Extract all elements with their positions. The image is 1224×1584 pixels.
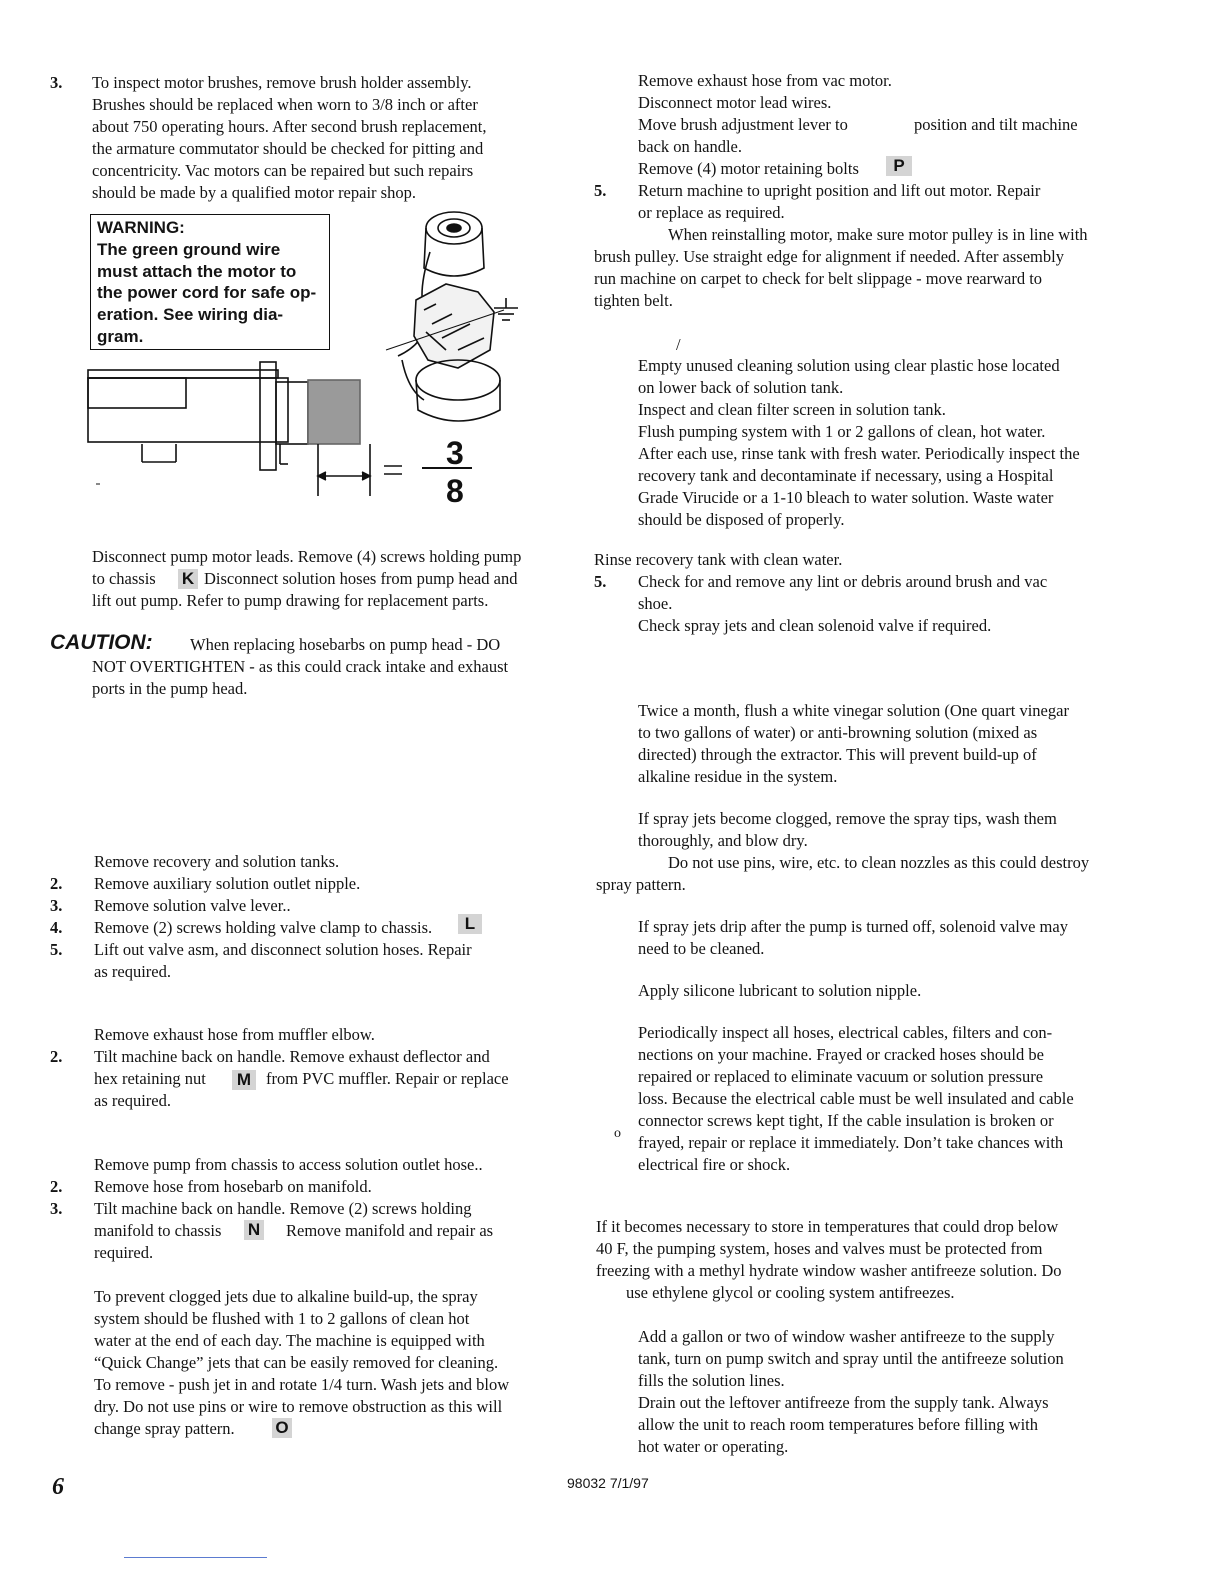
text-line: tank, turn on pump switch and spray until the antifreeze solution [638, 1349, 1064, 1368]
warning-title: WARNING: [97, 218, 185, 237]
text-line: should be made by a qualified motor repair shop. [92, 183, 416, 202]
footer-rule [124, 1557, 267, 1558]
step-text: shoe. [638, 594, 673, 613]
rinse-line: Rinse recovery tank with clean water. [594, 550, 843, 569]
text-line: Periodically inspect all hoses, electrical cables, filters and con- [638, 1023, 1053, 1042]
text-line: brush pulley. Use straight edge for alignment if needed. After assembly [594, 247, 1064, 266]
step-text: Remove (4) motor retaining bolts [638, 159, 859, 178]
text-line: Apply silicone lubricant to solution nipple. [638, 981, 922, 1000]
step-number: 3. [50, 73, 63, 92]
text-line: dry. Do not use pins or wire to remove obstruction as this will [94, 1397, 503, 1416]
text-line: on lower back of solution tank. [638, 378, 844, 397]
text-line: lift out pump. Refer to pump drawing for replacement parts. [92, 591, 489, 610]
step-number: 5. [594, 572, 607, 591]
text-line: connector screws kept tight, If the cable insulation is broken or [638, 1111, 1054, 1130]
step-text: Remove hose from hosebarb on manifold. [94, 1177, 372, 1196]
text-line: directed) through the extractor. This will prevent build-up of [638, 745, 1037, 764]
text-line: repaired or replaced to eliminate vacuum or solution pressure [638, 1067, 1044, 1086]
step-text: manifold to chassis [94, 1221, 222, 1240]
text-line: run machine on carpet to check for belt slippage - move rearward to [594, 269, 1043, 288]
motor-brush-diagram [86, 200, 536, 510]
text-line: To prevent clogged jets due to alkaline build-up, the spray [94, 1287, 478, 1306]
document-code: 98032 7/1/97 [567, 1475, 649, 1491]
text-line: fills the solution lines. [638, 1371, 785, 1390]
step-number: 2. [50, 1047, 63, 1066]
text-line: concentricity. Vac motors can be repaired but such repairs [92, 161, 474, 180]
text-line: need to be cleaned. [638, 939, 765, 958]
step-text: Lift out valve asm, and disconnect solution hoses. Repair [94, 940, 472, 959]
text-line: should be disposed of properly. [638, 510, 845, 529]
step-text: Return machine to upright position and lift out motor. Repair [638, 181, 1041, 200]
text-line: nections on your machine. Frayed or cracked hoses should be [638, 1045, 1044, 1064]
text-line: If spray jets become clogged, remove the spray tips, wash them [638, 809, 1057, 828]
text-line: thoroughly, and blow dry. [638, 831, 808, 850]
text-line: “Quick Change” jets that can be easily removed for cleaning. [94, 1353, 499, 1372]
text-line: To remove - push jet in and rotate 1/4 turn. Wash jets and blow [94, 1375, 510, 1394]
text-line: change spray pattern. [94, 1419, 235, 1438]
callout-badge-n: N [244, 1220, 264, 1240]
step-text: Move brush adjustment lever to [638, 115, 848, 134]
text-line: use ethylene glycol or cooling system antifreezes. [626, 1283, 955, 1302]
step-text: or replace as required. [638, 203, 785, 222]
text-line: recovery tank and decontaminate if necessary, using a Hospital [638, 466, 1054, 485]
text-line: water at the end of each day. The machine is equipped with [94, 1331, 485, 1350]
fraction-denominator: 8 [446, 473, 464, 509]
text-line: spray pattern. [596, 875, 686, 894]
degree-mark: o [614, 1126, 621, 1141]
text-line: If it becomes necessary to store in temperatures that could drop below [596, 1217, 1059, 1236]
step-text: Remove pump from chassis to access solution outlet hose.. [94, 1155, 483, 1174]
caution-text: ports in the pump head. [92, 679, 248, 698]
step-number: 3. [50, 896, 63, 915]
warning-line: the power cord for safe op- [97, 283, 317, 303]
text-line: Inspect and clean filter screen in solution tank. [638, 400, 946, 419]
text-line: To inspect motor brushes, remove brush holder assembly. [92, 73, 472, 92]
text-line: 40 F, the pumping system, hoses and valves must be protected from [596, 1239, 1043, 1258]
warning-line: gram. [97, 326, 144, 346]
text-line: about 750 operating hours. After second brush replacement, [92, 117, 487, 136]
text-line: to two gallons of water) or anti-browning solution (mixed as [638, 723, 1038, 742]
text-line: After each use, rinse tank with fresh water. Periodically inspect the [638, 444, 1080, 463]
step-text: Remove solution valve lever.. [94, 896, 291, 915]
text-line: Twice a month, flush a white vinegar solution (One quart vinegar [638, 701, 1069, 720]
text-line: frayed, repair or replace it immediately. Don’t take chances with [638, 1133, 1064, 1152]
step-text: Tilt machine back on handle. Remove exhaust deflector and [94, 1047, 490, 1066]
text-line: alkaline residue in the system. [638, 767, 838, 786]
caution-label: CAUTION: [50, 631, 153, 654]
step-text: Remove manifold and repair as [286, 1221, 494, 1240]
step-text: Check for and remove any lint or debris around brush and vac [638, 572, 1048, 591]
callout-badge-p: P [886, 156, 912, 176]
step-text: Disconnect motor lead wires. [638, 93, 832, 112]
text-line: Drain out the leftover antifreeze from the supply tank. Always [638, 1393, 1049, 1412]
text-line: the armature commutator should be checked for pitting and [92, 139, 484, 158]
step-text: hex retaining nut [94, 1069, 206, 1088]
warning-line: eration. See wiring dia- [97, 305, 284, 325]
step-number: 5. [50, 940, 63, 959]
text-line: tighten belt. [594, 291, 673, 310]
callout-badge-k: K [178, 569, 198, 589]
text-line: Add a gallon or two of window washer antifreeze to the supply [638, 1327, 1055, 1346]
text-line: allow the unit to reach room temperatures before filling with [638, 1415, 1038, 1434]
fraction-numerator: 3 [446, 435, 464, 471]
slash-mark: / [676, 335, 681, 354]
step-text: Remove (2) screws holding valve clamp to chassis. [94, 918, 433, 937]
step-text: required. [94, 1243, 154, 1262]
step-text: Tilt machine back on handle. Remove (2) screws holding [94, 1199, 472, 1218]
step-text: as required. [94, 1091, 171, 1110]
warning-line: The green ground wire [97, 239, 281, 259]
callout-badge-o: O [272, 1418, 292, 1438]
step-number: 4. [50, 918, 63, 937]
callout-badge-m: M [232, 1070, 256, 1090]
step-number: 5. [594, 181, 607, 200]
step-text: as required. [94, 962, 171, 981]
caution-text: When replacing hosebarbs on pump head - DO [190, 635, 501, 654]
text-line: Grade Virucide or a 1-10 bleach to water solution. Waste water [638, 488, 1054, 507]
step-text: Remove auxiliary solution outlet nipple. [94, 874, 361, 893]
step-text: position and tilt machine [914, 115, 1078, 134]
step-text: back on handle. [638, 137, 743, 156]
text-line: freezing with a methyl hydrate window washer antifreeze solution. Do [596, 1261, 1062, 1280]
text-line: hot water or operating. [638, 1437, 789, 1456]
text-line: Do not use pins, wire, etc. to clean nozzles as this could destroy [668, 853, 1090, 872]
step-number: 3. [50, 1199, 63, 1218]
step-text: Remove exhaust hose from vac motor. [638, 71, 892, 90]
step-text: Check spray jets and clean solenoid valve if required. [638, 616, 992, 635]
text-line: If spray jets drip after the pump is turned off, solenoid valve may [638, 917, 1068, 936]
text-line: When reinstalling motor, make sure motor pulley is in line with [668, 225, 1088, 244]
text-line: electrical fire or shock. [638, 1155, 791, 1174]
step-text: Remove recovery and solution tanks. [94, 852, 340, 871]
step-number: 2. [50, 874, 63, 893]
page-number: 6 [52, 1474, 64, 1500]
text-line: Brushes should be replaced when worn to 3/8 inch or after [92, 95, 478, 114]
text-line: system should be flushed with 1 to 2 gallons of clean hot [94, 1309, 470, 1328]
step-number: 2. [50, 1177, 63, 1196]
text-line: Disconnect pump motor leads. Remove (4) screws holding pump [92, 547, 522, 566]
text-line: Disconnect solution hoses from pump head and [204, 569, 518, 588]
caution-text: NOT OVERTIGHTEN - as this could crack intake and exhaust [92, 657, 509, 676]
text-line: Empty unused cleaning solution using clear plastic hose located [638, 356, 1060, 375]
step-text: Remove exhaust hose from muffler elbow. [94, 1025, 375, 1044]
callout-badge-l: L [458, 914, 482, 934]
warning-line: must attach the motor to [97, 261, 297, 281]
text-line: Flush pumping system with 1 or 2 gallons of clean, hot water. [638, 422, 1046, 441]
step-text: from PVC muffler. Repair or replace [266, 1069, 509, 1088]
text-line: loss. Because the electrical cable must be well insulated and cable [638, 1089, 1074, 1108]
text-line: to chassis [92, 569, 156, 588]
